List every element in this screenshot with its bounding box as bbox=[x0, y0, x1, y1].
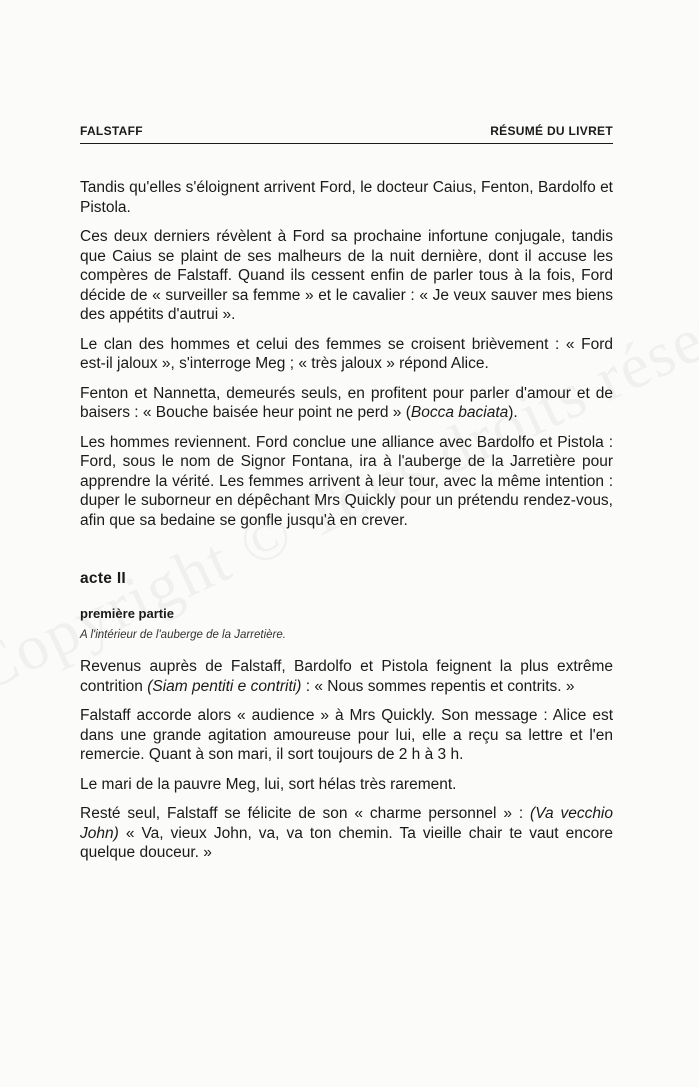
paragraph: Ces deux derniers révèlent à Ford sa prochaine infortune conjugale, tandis que Caius se plaint de ses malheurs de la nuit dernière, dont il accuse les compères de Falstaff. Quand ils cessent enfin de parler tous à la fois, Ford décide de « surveiller sa femme » et le cavalier : « Je veux sauver mes biens des appétits d'autrui ». bbox=[80, 228, 613, 323]
header-left-title: FALSTAFF bbox=[80, 124, 143, 138]
paragraph: Falstaff accorde alors « audience » à Mrs Quickly. Son message : Alice est dans une grande agitation amoureuse pour lui, elle a reçu sa lettre et l'en remercie. Quant à son mari, il sort toujours de 2 h à 3 h. bbox=[80, 707, 613, 763]
paragraph: Fenton et Nannetta, demeurés seuls, en profitent pour parler d'amour et de baisers : « Bouche baisée heur point ne perd » (Bocca baciata). bbox=[80, 384, 613, 421]
scene-setting-note: A l'intérieur de l'auberge de la Jarretière. bbox=[80, 629, 286, 641]
paragraph: Resté seul, Falstaff se félicite de son « charme personnel » : (Va vecchio John) « Va, vieux John, va, va ton chemin. Ta vieille chair te vaut encore quelque douceur. » bbox=[80, 805, 613, 861]
running-header bbox=[80, 124, 613, 144]
paragraph: Le clan des hommes et celui des femmes se croisent brièvement : « Ford est-il jaloux », s'interroge Meg ; « très jaloux » répond Alice. bbox=[80, 335, 613, 372]
paragraph: Les hommes reviennent. Ford conclue une alliance avec Bardolfo et Pistola : Ford, sous le nom de Signor Fontana, ira à l'auberge de la Jarretière pour apprendre la vérité. Les femmes arrivent à leur tour, avec la même intention : duper le suborneur en dépêchant Mrs Quickly pour un prétendu rendez-vous, afin que sa bedaine se gonfle jusqu'à en crever. bbox=[80, 433, 613, 529]
paragraph: Tandis qu'elles s'éloignent arrivent Ford, le docteur Caius, Fenton, Bardolfo et Pistola. bbox=[80, 179, 613, 216]
header-right-title: RÉSUMÉ DU LIVRET bbox=[490, 124, 613, 138]
act-heading: acte II bbox=[80, 570, 127, 587]
body-text bbox=[80, 178, 613, 873]
paragraph: Le mari de la pauvre Meg, lui, sort hélas très rarement. bbox=[80, 775, 457, 793]
paragraph: Revenus auprès de Falstaff, Bardolfo et Pistola feignent la plus extrême contrition (Siam pentiti e contriti) : « Nous sommes repentis et contrits. » bbox=[80, 658, 613, 695]
part-heading: première partie bbox=[80, 606, 174, 621]
